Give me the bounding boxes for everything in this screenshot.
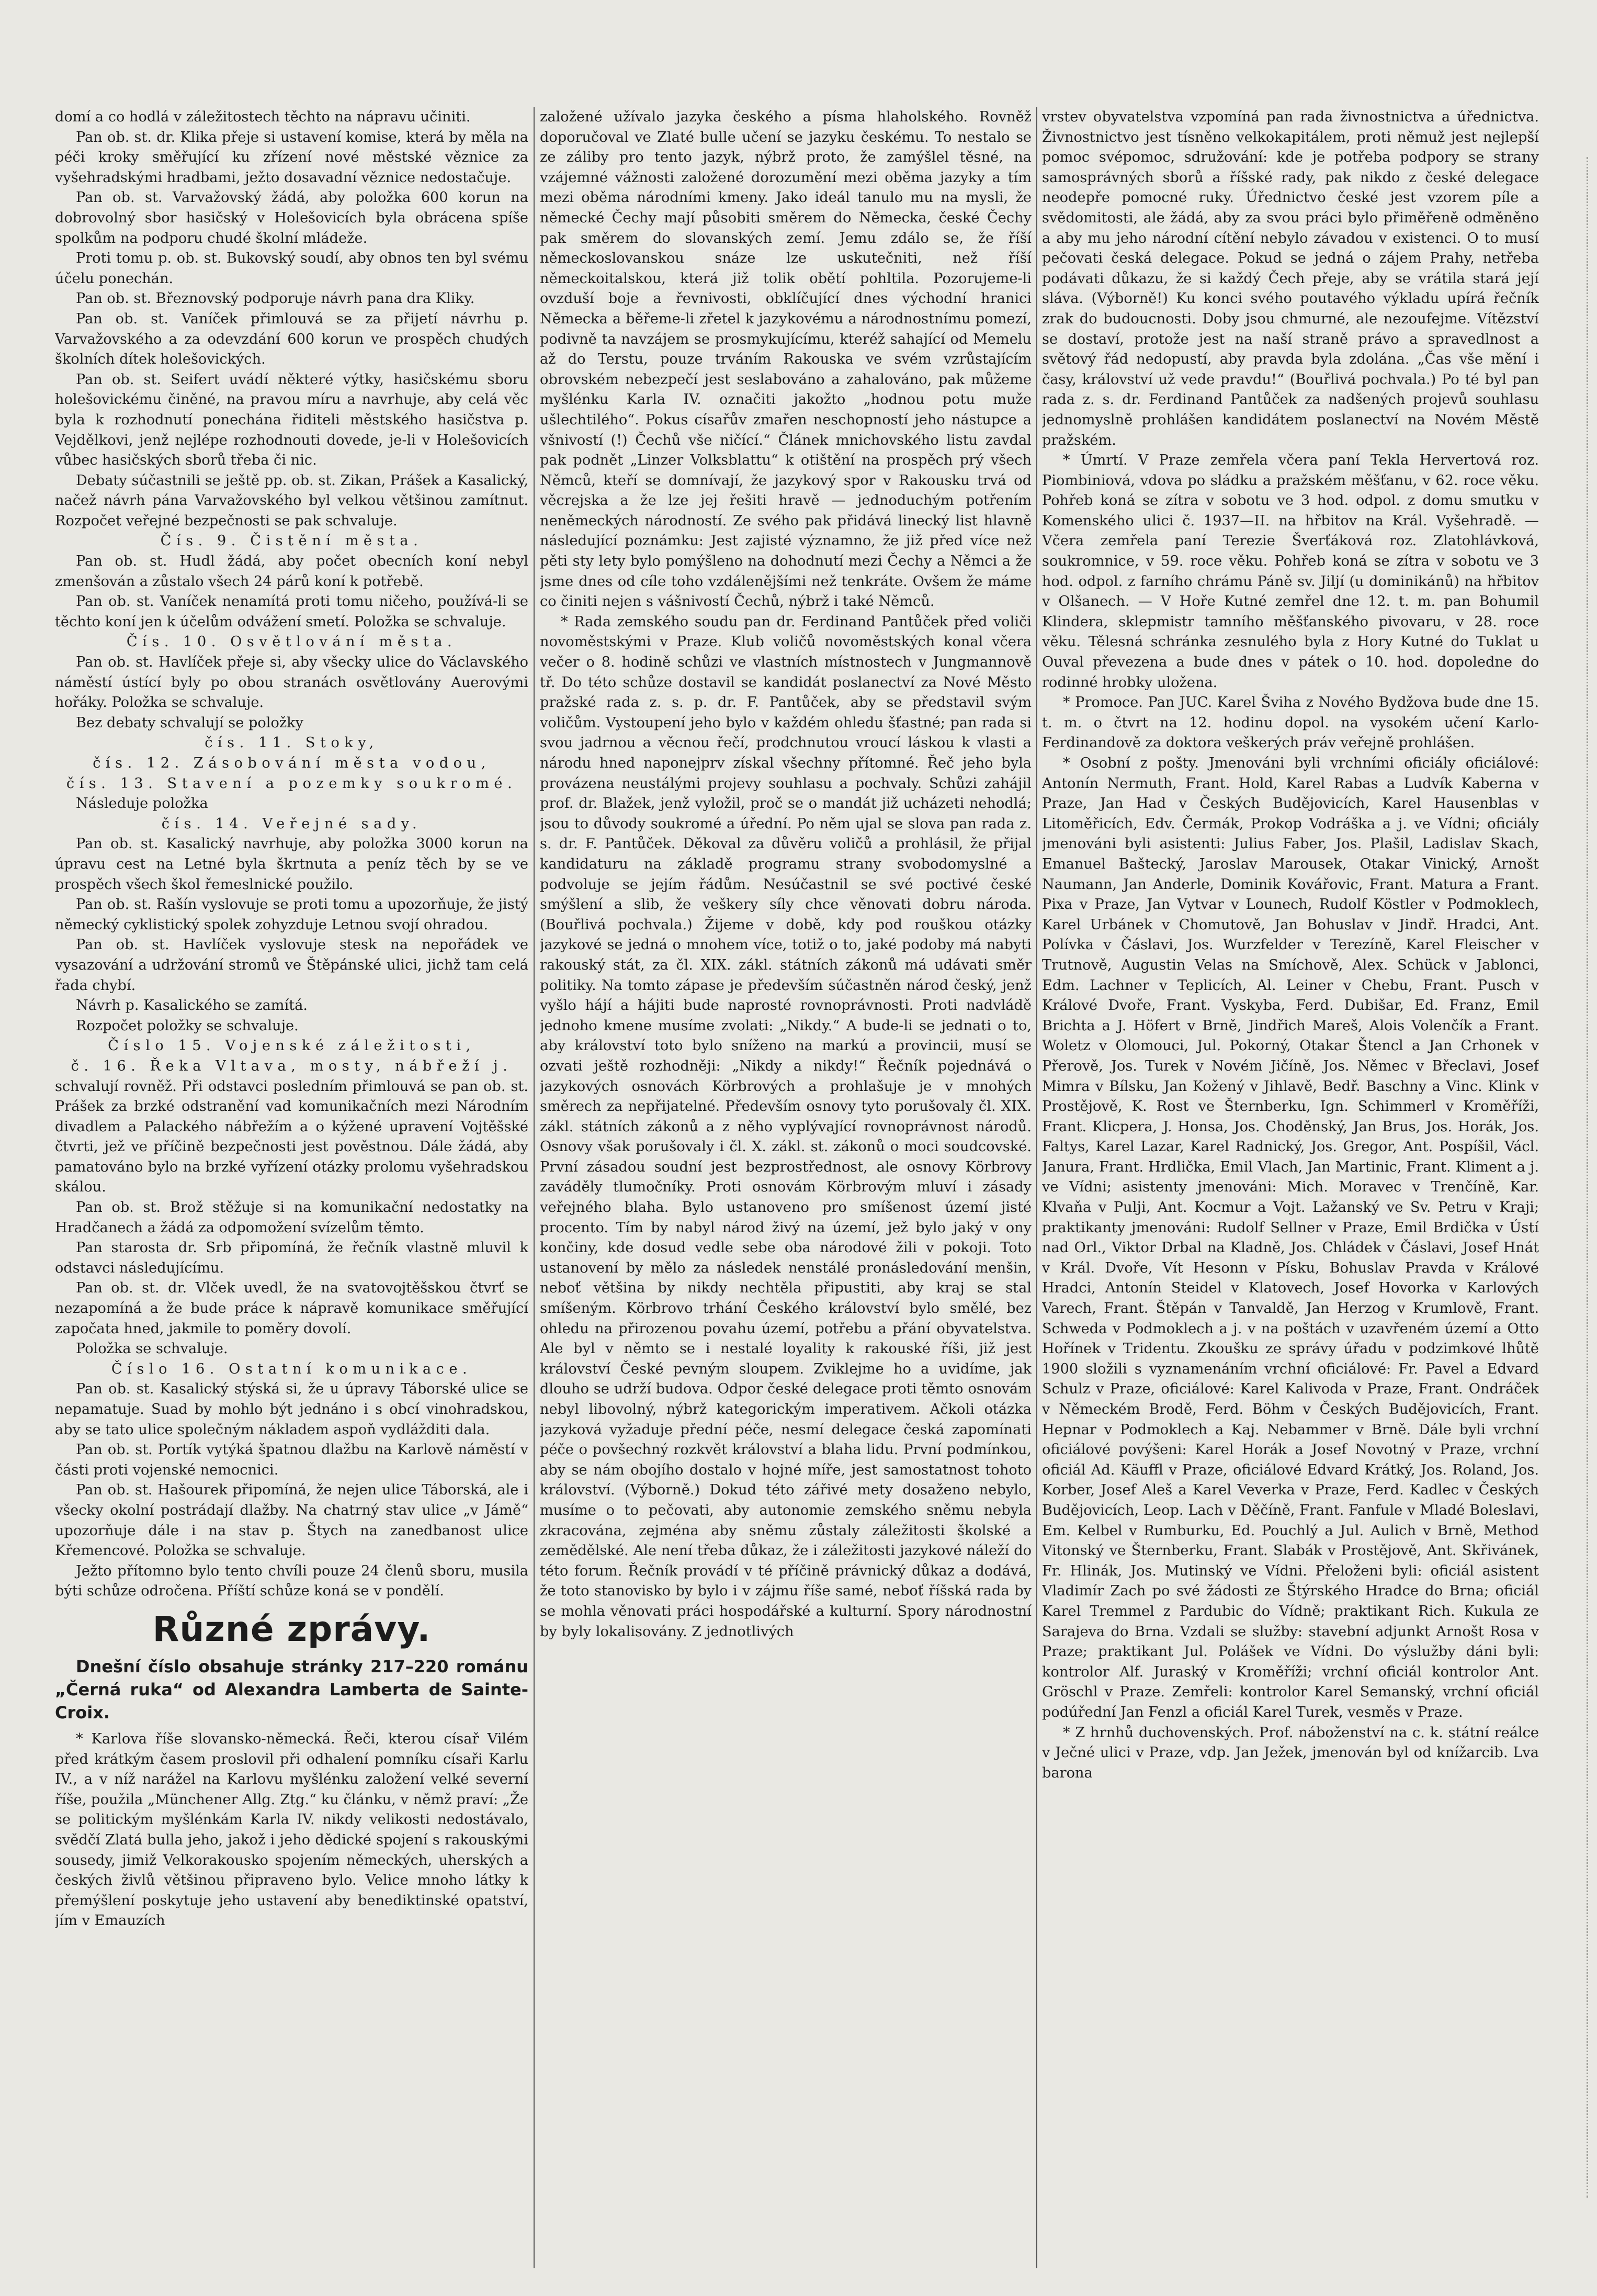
section-heading: Číslo 16. Ostatní komunikace. xyxy=(111,1360,472,1377)
paragraph: Pan starosta dr. Srb připomíná, že řečník vlastně mluvil k odstavci následujícímu. xyxy=(55,1240,528,1276)
paragraph: domí a co hodlá v záležitostech těchto na nápravu učiniti. xyxy=(55,109,471,125)
margin-dots xyxy=(1587,157,1591,2198)
section-heading: čís. 11. Stoky, xyxy=(205,735,379,751)
column-2 xyxy=(540,107,1032,2268)
paragraph: Pan ob. st. Vaníček přimlouvá se za přijetí návrhu p. Varvažovského a za odevzdání 600 korun ve prospěch chudých školních dítek holešovických. xyxy=(55,310,528,368)
paragraph: Pan ob. st. Vaníček nenamítá proti tomu ničeho, používá-li se těchto koní jen k účelům odvážení smetí. Položka se schvaluje. xyxy=(55,593,528,630)
paragraph: Pan ob. st. Havlíček přeje si, aby všecky ulice do Václavského náměstí ústící byly po obou stranách osvětlovány Auerovými hořáky. Položka se schvaluje. xyxy=(55,654,528,711)
paragraph: Proti tomu p. ob. st. Bukovský soudí, aby obnos ten byl svému účelu ponechán. xyxy=(55,250,528,287)
paragraph: Ježto přítomno bylo tento chvíli pouze 24 členů sboru, musila býti schůze odročena. Příští schůze koná se v pondělí. xyxy=(55,1562,528,1600)
section-heading: čís. 14. Veřejné sady. xyxy=(161,815,422,832)
paragraph: * Rada zemského soudu pan dr. Ferdinand Pantůček před voliči novoměstskými v Praze. Klub voličů novoměstských konal včera večer o 8. hodině schůzi ve vlastních místnostech v Jungmannově tř. Do této schůze dostavil se kandidát poslanectví za Nové Město pražské rada z. s. p. dr. F. Pantůček, aby se představil svým voličům. Vystoupení jeho bylo v každém ohledu šťastné; pan rada si svou jadrnou a věcnou řečí, prodchnutou vroucí láskou k vlasti a národu hned naponejprv získal všechny přítomné. Řeč jeho byla provázena neustálými projevy souhlasu a pochvaly. Schůzi zahájil prof. dr. Blažek, jenž vyložil, proč se o mandát již ucházeti nehodlá; jsou to důvody soukromé a úřední. Po něm ujal se slova pan rada z. s. dr. F. Pantůček. Děkoval za důvěru voličů a prohlásil, že přijal kandidaturu na základě programu strany svobodomyslné a podvoluje se jejím řádům. Nesúčastnil se své poctivé české smýšlení a slib, že veškery síly chce věnovati dobru národa. (Bouřlivá pochvala.) Žijeme v době, kdy pod rouškou otázky jazykové se jedná o mnohem více, totiž o to, jaké podoby má nabyti rakouský stát, za čl. XIX. zákl. státních zákonů má udávati směr politiky. Na tomto zápase je především súčastněn národ český, jenž vyšlo hájí a hájiti bude naprosté rovnoprávnosti. Proti nadvládě jednoho kmene musíme zvolati: „Nikdy.“ A bude-li se jednati o to, aby království toto bylo sníženo na markú a provincii, musí se ozvati ještě rozhodněji: „Nikdy a nikdy!“ Řečník pojednává o jazykových osnovách Körbrových a prohlašuje je v mnohých směrech za nepřijatelné. Především osnovy tyto porušovaly čl. XIX. zákl. státních zákonů a z něho vyplývající rovnoprávnost národů. Osnovy však porušovaly i čl. X. zákl. st. zákonů o moci soudcovské. První zásadou soudní jest bezprostřednost, ale osnovy Körbrovy zaváděly tlumočníky. Proti osnovám Körbrovým mluví i zásady veřejného blaha. Bylo ustanoveno pro smíšenost území jisté procento. Tím by nabyl národ živý na území, jež bylo jaký v ony končiny, kde dosud vedle sebe oba národové žili v pokoji. Toto ustanovení by mělo za následek nenstálé pronásledování menšin, neboť většina by nikdy nechtěla připustiti, aby kraj se stal smíšeným. Körbrovo trhání Českého království bylo smělé, bez ohledu na přirozenou povahu území, potřebu a přání obyvatelstva. Ale byl v němto se i nestalé loyality k rakouské říši, již jest království České pevným sloupem. Zviklejme ho a uvidíme, jak dlouho se udrží budova. Odpor české delegace proti těmto osnovám nebyl libovolný, nýbrž kategorickým imperativem. Ačkoli otázka jazyková vyžaduje přední péče, nesmí delegace česká zapomínati péče o povšechný rozkvět království a blaha lidu. První podmínkou, aby se nám obojího dostalo v hojné míře, jest samostatnost tohoto království. (Výborně.) Dokud této zářivé mety dosaženo nebylo, musíme o to pečovati, aby autonomie zemského sněmu nebyla zkracována, zejména aby sněmu zůstaly záležitosti školské a zemědělské. Ale není třeba důkaz, že i záležitosti jazykové náleží do této forum. Řečník provádí v té příčině právnický důkaz a dodává, že toto stanovisko by bylo i v zájmu říše samé, neboť říšská rada by se mohla věnovati práci hospodářské a kulturní. Spory národnostní by byly lokalisovány. Z jednotlivých xyxy=(540,613,1032,1640)
section-heading: čís. 12. Zásobování města vodou, xyxy=(93,755,491,771)
column-divider-1 xyxy=(534,107,535,2268)
paragraph: Pan ob. st. Hašourek připomíná, že nejen ulice Táborská, ale i všecky okolní postrádají dlažby. Na chatrný stav ulice „v Jámě“ upozorňuje dále i na stav p. Štych na zanedbanost ulice Křemencové. Položka se schvaluje. xyxy=(55,1482,528,1559)
paragraph: Pan ob. st. Kasalický navrhuje, aby položka 3000 korun na úpravu cest na Letné byla škrtnuta a peníz těch by se ve prospěch všech škol řemeslnické použilo. xyxy=(55,836,528,893)
paragraph: založené užívalo jazyka českého a písma hlaholského. Rovněž doporučoval ve Zlaté bulle učení se jazyku českému. To nestalo se ze záliby pro tento jazyk, nýbrž proto, že zamýšlel těsné, na vzájemné vážnosti založené dorozumění mezi oběma jazyky a tím mezi oběma národními kmeny. Jako ideál tanulo mu na mysli, že německé Čechy mají působiti směrem do Německa, české Čechy pak směrem do slovanských zemí. Jemu zdálo se, že říší německoslovanskou snáze lze uskutečniti, než říší německoitalskou, která již tolik obětí pohltila. Pozorujeme-li ovzduší boje a řevnivosti, obklíčující dnes východní hranici Německa a běřeme-li zřetel k jazykovému a národnostnímu pomezí, podivně ta navzájem se prosmykujícímu, kteréž sahající od Memelu až do Terstu, pouze trváním Rakouska ve svém vzrůstajícím obrovském nebezpečí jest seslabováno a zahalováno, pak můžeme myšlénku Karla IV. označiti jakožto „hodnou potu muže ušlechtilého“. Pokus císařův zmařen neschopností jeho nástupce a všnivostí (!) Čechů vše ničící.“ Článek mnichovského listu zavdal pak podnět „Linzer Volksblattu“ k otištění na prospěch prý všech Němců, kteří se domnívají, že jazykový spor v Rakousku trvá od věcrejska a že lze jej řešiti hravě — jednoduchým potřením neněmeckých národností. Ze svého pak přidává linecký list hlavně následující poznámku: Jest zajisté významno, že již před více než pěti sty lety bylo pomýšleno na dohodnutí mezi Čechy a Němci a že jsme dnes od cíle toho vzdálenějšími než tenkráte. Ovšem že máme co činiti nejen s vášnivostí Čechů, nýbrž i také Němců. xyxy=(540,109,1032,610)
paragraph: * Úmrtí. V Praze zemřela včera paní Tekla Hervertová roz. Piombiniová, vdova po sládku a pražském měšťanu, v 62. roce věku. Pohřeb koná se zítra v sobotu ve 3 hod. odpol. z domu smutku v Komenského ulici č. 1937—II. na hřbitov na Král. Vyšehradě. — Včera zemřela paní Terezie Šverťáková roz. Zlatohlávková, soukromnice, v 59. roce věku. Pohřeb koná se zítra v sobotu ve 3 hod. odpol. z farního chrámu Páně sv. Jiljí (u dominikánů) na hřbitov v Olšanech. — V Hoře Kutné zemřel dne 12. t. m. pan Bohumil Klindera, sklepmistr tamního měšťanského pivovaru, v 28. roce věku. Tělesná schránka zesnulého byla z Hory Kutné do Tuklat u Ouval převezena a bude dnes v pátek o 10. hod. dopoledne do rodinné hrobky uložena. xyxy=(1042,452,1539,691)
paragraph: * Osobní z pošty. Jmenováni byli vrchními oficiály oficiálové: Antonín Nermuth, Frant. Hold, Karel Rabas a Ludvík Kaberna v Praze, Jan Had v Českých Budějovicích, Karel Hausenblas v Litoměřicích, Edv. Čermák, Prokop Vodráška a j. ve Vídni; oficiály jmenováni byli asistenti: Julius Faber, Jos. Plašil, Ladislav Skach, Emanuel Baštecký, Jaroslav Marousek, Otakar Vinický, Arnošt Naumann, Jan Anderle, Dominik Kovářovic, Frant. Matura a Frant. Pixa v Praze, Jan Vytvar v Lounech, Rudolf Köstler v Podmoklech, Karel Urbánek v Chomutově, Jan Bohuslav v Jindř. Hradci, Ant. Polívka v Čáslavi, Jos. Wurzfelder v Terezíně, Karel Fleischer v Trutnově, Augustin Velas na Smíchově, Alex. Schück v Jablonci, Edm. Lachner v Teplicích, Al. Leiner v Chebu, Frant. Pusch v Králové Dvoře, Frant. Vyskyba, Ferd. Dubišar, Ed. Franz, Emil Brichta a J. Höfert v Brně, Jindřich Mareš, Alois Volenčík a Frant. Woletz v Olomouci, Jul. Pokorný, Otakar Štencl a Jan Crhonek v Přerově, Jos. Turek v Novém Jičíně, Jos. Němec v Břeclavi, Josef Mimra v Bílsku, Jan Kožený v Jihlavě, Bedř. Baschny a Vinc. Klink v Prostějově, K. Rost ve Šternberku, Ign. Schimmerl v Kroměříži, Frant. Klicpera, J. Honsa, Jos. Choděnský, Jan Brus, Jos. Horák, Jos. Faltys, Karel Lazar, Karel Radnický, Jos. Gregor, Ant. Pospíšil, Václ. Janura, Frant. Hrdlička, Emil Vlach, Jan Martinic, Frant. Kliment a j. ve Vídni; asistenty jmenováni: Mich. Moravec v Trenčíně, Kar. Klvaňa v Pulji, Ant. Kocmur a Vojt. Lažanský ve Sv. Petru v Kraji; praktikanty jmenováni: Rudolf Sellner v Praze, Emil Brdička v Ústí nad Orl., Viktor Drbal na Kladně, Jos. Chládek v Čáslavi, Josef Hnát v Král. Dvoře, Vít Hesonn v Písku, Bohuslav Pravda v Králové Hradci, Antonín Steidel v Klatovech, Josef Hovorka v Karlových Varech, Frant. Štěpán v Tanvaldě, Jan Herzog v Krumlově, Frant. Schweda v Podmoklech a j. v na poštách v uzavřeném území a Otto Hořínek v Tridentu. Zkoušku ze správy úřadu v podzimkové lhůtě 1900 složili s vyznamenáním vrchní oficiálové: Fr. Pavel a Edvard Schulz v Praze, oficiálové: Karel Kalivoda v Praze, Frant. Ondráček v Německém Brodě, Ferd. Böhm v Českých Budějovicích, Frant. Hepnar v Podmoklech a Kaj. Nebammer v Brně. Dále byli vrchní oficiálové povýšeni: Karel Horák a Josef Novotný v Praze, vrchní oficiál Ad. Käuffl v Praze, oficiálové Edvard Krátký, Jos. Roland, Jos. Korber, Josef Aleš a Karel Veverka v Praze, Ferd. Kadlec v Českých Budějovicích, Leop. Lach v Děčíně, Frant. Fanfule v Mladé Boleslavi, Em. Kelbel v Rumburku, Ed. Pouchlý a Jul. Aulich v Brně, Method Vitonský ve Šternberku, Frant. Slabák v Prostějově, Ant. Skřivánek, Fr. Hlinák, Jos. Mutinský ve Vídni. Přeloženi byli: oficiál asistent Vladimír Zach po své žádosti ze Štýrského Hradce do Brna; oficiál Karel Tremmel z Pardubic do Vídně; praktikant Rich. Kukula ze Sarajeva do Brna. Vzdali se služby: stavební adjunkt Arnošt Rosa v Praze; praktikant Jul. Polášek ve Vídni. Do výslužby dáni byli: kontrolor Alf. Juraský v Kroměříži; vrchní oficiál kontrolor Ant. Gröschl v Praze. Zemřeli: kontrolor Karel Semanský, vrchní oficiál podúřední Jan Fenzl a oficiál Karel Turek, vesměs v Praze. xyxy=(1042,755,1539,1720)
paragraph: * Karlova říše slovansko-německá. Řeči, kterou císař Vilém před krátkým časem proslovil při odhalení pomníku císaři Karlu IV., a v níž narážel na Karlovu myšlénku založení velké severní říše, použila „Münchener Allg. Ztg.“ ku článku, v němž praví: „Že se politickým myšlénkám Karla IV. nikdy velikosti nedostávalo, svědčí Zlatá bulla jeho, jakož i jeho dědické spojení s rakouskými sousedy, jimiž Velkorakousko spojením německých, uherských a českých živlů většinou připraveno bylo. Velice mnoho látky k přemýšlení poskytuje jeho ustavení aby benediktinské opatství, jím v Emauzích xyxy=(55,1730,528,1929)
paragraph: * Z hrnhů duchovenských. Prof. náboženství na c. k. státní reálce v Ječné ulici v Praze, vdp. Jan Ježek, jmenován byl od knížarcib. Lva barona xyxy=(1042,1724,1539,1781)
paragraph: Pan ob. st. dr. Klika přeje si ustavení komise, která by měla na péči kroky směřující ku zřízení nové městské věznice za vyšehradskými hradbami, ježto dosavadní věznice nedostačuje. xyxy=(55,129,528,186)
paragraph: * Promoce. Pan JUC. Karel Šviha z Nového Bydžova bude dne 15. t. m. o čtvrt na 12. hodinu dopol. na vysokém učení Karlo-Ferdinandově za doktora veškerých práv veřejně prohlášen. xyxy=(1042,694,1539,751)
section-heading: Čís. 9. Čistění města. xyxy=(160,533,423,549)
paragraph: Následuje položka xyxy=(76,795,208,812)
paragraph: Bez debaty schvalují se položky xyxy=(76,714,303,731)
novel-notice: Dnešní číslo obsahuje stránky 217–220 románu „Černá ruka“ od Alexandra Lamberta de Sainte-Croix. xyxy=(55,1656,528,1723)
paragraph: schvalují rovněž. Při odstavci posledním přimlouvá se pan ob. st. Prášek za brzké odstranění vad komunikačních mezi Národním divadlem a Palackého nábřežím a o kýžené upravení Vojtěšské čtvrti, jež ve příčině bezpečnosti jest pověstnou. Dále žádá, aby pamatováno bylo na brzké vyřízení otázky prolomu vyšehradskou skálou. xyxy=(55,1078,528,1196)
paragraph: Pan ob. st. Rašín vyslovuje se proti tomu a upozorňuje, že jistý německý cyklistický spolek zohyzduje Letnou svojí ohradou. xyxy=(55,896,528,933)
paragraph: Pan ob. st. Hudl žádá, aby počet obecních koní nebyl zmenšován a zůstalo všech 24 párů koní k potřebě. xyxy=(55,553,528,590)
section-heading: čís. 13. Stavení a pozemky soukromé. xyxy=(66,775,517,792)
paragraph: Pan ob. st. Březnovský podporuje návrh pana dra Kliky. xyxy=(76,290,475,307)
column-1 xyxy=(55,107,528,2268)
paragraph: Položka se schvaluje. xyxy=(76,1341,228,1357)
paragraph: Pan ob. st. dr. Vlček uvedl, že na svatovojtěšskou čtvrť se nezapomíná a že bude práce k nápravě komunikace směřující započata hned, jakmile to poměry dovolí. xyxy=(55,1280,528,1337)
section-heading: Číslo 15. Vojenské záležitosti, xyxy=(108,1038,475,1054)
paragraph: Návrh p. Kasalického se zamítá. xyxy=(76,997,308,1014)
paragraph: Pan ob. st. Kasalický stýská si, že u úpravy Táborské ulice se nepamatuje. Suad by mohlo být jednáno i s obcí vinohradskou, aby se tato ulice společným nákladem aspoň vydlážditi dala. xyxy=(55,1381,528,1438)
paragraph: Debaty súčastnili se ještě pp. ob. st. Zikan, Prášek a Kasalický, načež návrh pána Varvažovského byl velkou většinou zamítnut. Rozpočet veřejné bezpečnosti se pak schvaluje. xyxy=(55,472,528,529)
paragraph: Pan ob. st. Varvažovský žádá, aby položka 600 korun na dobrovolný sbor hasičský v Holešovicích byla obrácena spíše spolkům na podporu chudé školní mládeže. xyxy=(55,189,528,246)
paragraph: Pan ob. st. Havlíček vyslovuje stesk na nepořádek ve vysazování a udržování stromů ve Štěpánské ulici, jichž tam celá řada chybí. xyxy=(55,937,528,994)
paragraph: Pan ob. st. Portík vytýká špatnou dlažbu na Karlově náměstí v části proti vojenské nemocnici. xyxy=(55,1442,528,1478)
column-divider-2 xyxy=(1036,107,1037,2268)
paragraph: Rozpočet položky se schvaluje. xyxy=(76,1017,299,1034)
paragraph: Pan ob. st. Seifert uvádí některé výtky, hasičskému sboru holešovickému činěné, na pravou míru a navrhuje, aby celá věc byla k rozhodnutí ponechána řiditeli městského hasičstva p. Vejdělkovi, jenž nejlépe rozhodnouti dovede, je-li v Holešovicích vůbec hasičských sborů třeba či nic. xyxy=(55,371,528,469)
paragraph: vrstev obyvatelstva vzpomíná pan rada živnostnictva a úřednictva. Živnostnictvo jest tísněno velkokapitálem, proti němuž jest nejlepší pomoc svépomoc, sdružování: kde je potřeba podpory se strany samosprávných sborů a říšské rady, pak nikdo z české delegace neodepře pomocné ruky. Úřednictvo české jest vzorem píle a svědomitosti, ale žádá, aby za svou práci bylo přiměřeně odměněno a aby mu jeho národní cítění nebylo závadou v existenci. O to musí pečovati česká delegace. Pokud se jedná o zájem Prahy, netřeba podávati důkazu, že si každý Čech přeje, aby se vrátila stará její sláva. (Výborně!) Ku konci svého poutavého výkladu upírá řečník zrak do budoucnosti. Doby jsou chmurné, ale nezoufejme. Vítězství se dostaví, protože jest na naší straně právo a spravedlnost a světový řád nedopustí, aby pravda byla zdolána. „Čas vše mění i časy, království už vede pravdu!“ (Bouřlivá pochvala.) Po té byl pan rada z. s. dr. Ferdinand Pantůček za nadšených projevů souhlasu jednomyslně prohlášen kandidátem poslanectví na Novém Městě pražském. xyxy=(1042,109,1539,448)
section-heading: Čís. 10. Osvětlování města. xyxy=(126,634,457,650)
column-3 xyxy=(1042,107,1539,2268)
ruzne-zpravy-heading: Různé zprávy. xyxy=(152,1608,431,1649)
paragraph: Pan ob. st. Brož stěžuje si na komunikační nedostatky na Hradčanech a žádá za odpomožení svízelům těmto. xyxy=(55,1199,528,1236)
section-heading: č. 16. Řeka Vltava, mosty, nábřeží j. xyxy=(71,1057,513,1074)
